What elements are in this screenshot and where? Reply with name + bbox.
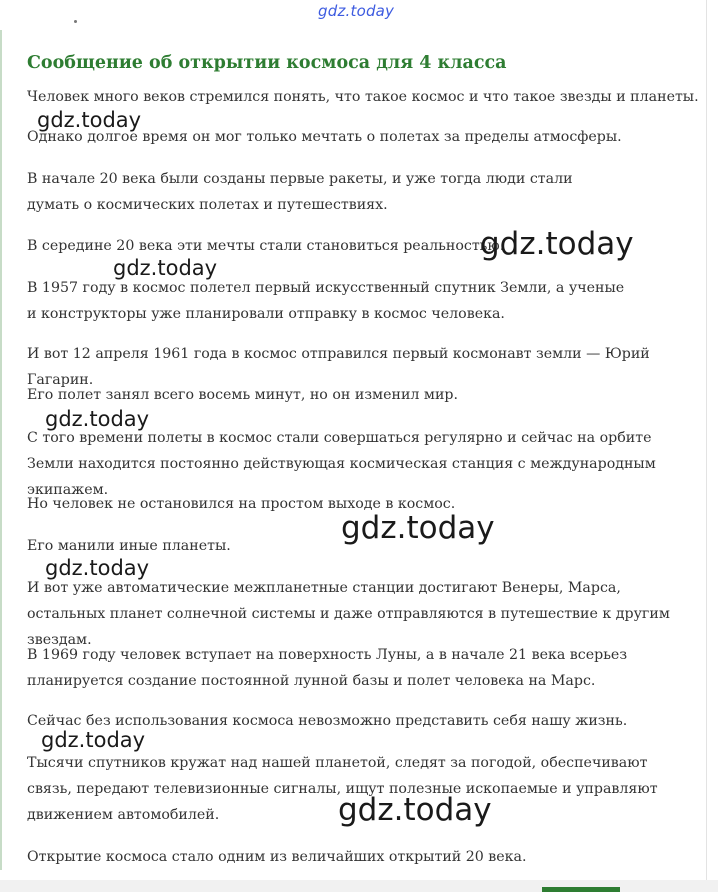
watermark-text: gdz.today	[113, 256, 218, 280]
watermark-text: gdz.today	[480, 226, 634, 262]
right-border-line	[706, 0, 707, 880]
paragraph: В 1969 году человек вступает на поверхность Луны, а в начале 21 века всерьез планируется создание постоянной лунной базы и полет человека на Марс.	[27, 647, 628, 689]
watermark-text: gdz.today	[45, 556, 150, 580]
header-watermark: gdz.today	[318, 2, 395, 20]
paragraph: Но человек не остановился на простом выходе в космос.	[27, 496, 456, 512]
footer-accent-button[interactable]	[542, 887, 620, 892]
paragraph: В начале 20 века были созданы первые ракеты, и уже тогда люди стали думать о космических полетах и путешествиях.	[27, 171, 573, 213]
watermark-text: gdz.today	[338, 792, 492, 828]
paragraph: Его полет занял всего восемь минут, но он изменил мир.	[27, 387, 459, 403]
watermark-text: gdz.today	[341, 510, 495, 546]
watermark-text: gdz.today	[37, 108, 142, 132]
watermark-text: gdz.today	[41, 728, 146, 752]
paragraph: Сейчас без использования космоса невозможно представить себя нашу жизнь.	[27, 713, 628, 729]
paragraph: Тысячи спутников кружат над нашей планетой, следят за погодой, обеспечивают связь, передают телевизионные сигналы, ищут полезные ископаемые и управляют движением автомобилей.	[27, 755, 658, 823]
paragraph: И вот 12 апреля 1961 года в космос отправился первый космонавт земли — Юрий Гагарин.	[27, 346, 650, 388]
watermark-text: gdz.today	[45, 407, 150, 431]
paragraph: И вот уже автоматические межпланетные станции достигают Венеры, Марса, остальных планет солнечной системы и даже отправляются в путешествие к другим звездам.	[27, 580, 670, 648]
paragraph: Однако долгое время он мог только мечтать о полетах за пределы атмосферы.	[27, 129, 622, 145]
paragraph: В 1957 году в космос полетел первый искусственный спутник Земли, а ученые и конструкторы уже планировали отправку в космос человека.	[27, 280, 625, 322]
paragraph: Человек много веков стремился понять, что такое космос и что такое звезды и планеты.	[27, 89, 699, 105]
paragraph: С того времени полеты в космос стали совершаться регулярно и сейчас на орбите Земли находится постоянно действующая космическая станция с международным экипажем.	[27, 430, 656, 498]
paragraph: Его манили иные планеты.	[27, 538, 231, 554]
paragraph: Открытие космоса стало одним из величайших открытий 20 века.	[27, 849, 527, 865]
paragraph: В середине 20 века эти мечты стали становиться реальностью.	[27, 238, 505, 254]
article-title: Сообщение об открытии космоса для 4 класса	[27, 53, 507, 73]
small-dot-mark	[74, 20, 77, 23]
left-border-line	[0, 30, 2, 870]
